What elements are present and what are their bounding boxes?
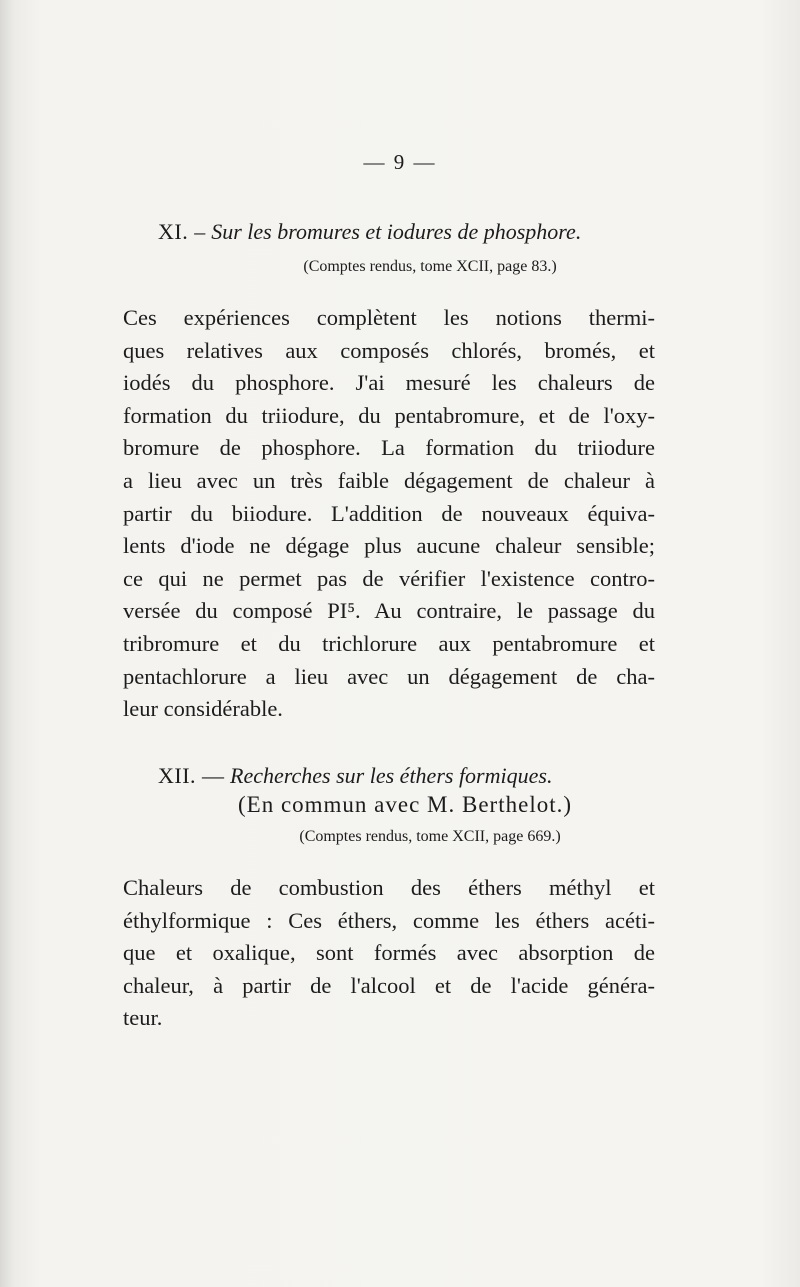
- section-xi-title: Sur les bromures et iodures de phosphore.: [211, 219, 582, 244]
- section-xii-heading: [158, 762, 552, 790]
- section-xii-line: chaleur, à partir de l'alcool et de l'acide généra-: [123, 972, 655, 998]
- section-xi-line: partir du biiodure. L'addition de nouveaux équiva-: [123, 500, 655, 526]
- section-xii-number: XII. —: [158, 763, 225, 788]
- section-xi-line: pentachlorure a lieu avec un dégagement de cha-: [123, 663, 655, 689]
- section-xi-line: tribromure et du trichlorure aux pentabromure et: [123, 630, 655, 656]
- section-xii-line: éthylformique : Ces éthers, comme les éthers acéti-: [123, 907, 655, 933]
- section-xi-line: iodés du phosphore. J'ai mesuré les chaleurs de: [123, 370, 655, 396]
- section-xi-heading: [158, 218, 581, 246]
- section-xii-reference: (Comptes rendus, tome XCII, page 669.): [299, 828, 561, 845]
- section-xii-line: teur.: [123, 1005, 163, 1031]
- section-xi-reference: (Comptes rendus, tome XCII, page 83.): [303, 258, 557, 275]
- section-xi-number: XI. –: [158, 219, 206, 244]
- section-xii-paragraph: [123, 872, 655, 1035]
- section-xii-line: que et oxalique, sont formés avec absorption de: [123, 940, 655, 966]
- section-xi-line: formation du triiodure, du pentabromure, et de l'oxy-: [123, 402, 655, 428]
- section-xii-title: Recherches sur les éthers formiques.: [230, 763, 553, 788]
- section-xi-line: leur considérable.: [123, 696, 283, 722]
- section-xi-paragraph: [123, 302, 655, 726]
- section-xi-line: lents d'iode ne dégage plus aucune chaleur sensible;: [123, 533, 655, 559]
- section-xii-coauthor: (En commun avec M. Berthelot.): [237, 792, 573, 817]
- section-xi-line: ques relatives aux composés chlorés, bromés, et: [123, 337, 655, 363]
- section-xii-line: Chaleurs de combustion des éthers méthyl et: [123, 875, 655, 900]
- section-xi-line: ce qui ne permet pas de vérifier l'existence contro-: [123, 565, 655, 591]
- section-xi-line: versée du composé PI⁵. Au contraire, le passage du: [123, 598, 655, 624]
- section-xi-line: bromure de phosphore. La formation du triiodure: [123, 435, 655, 461]
- section-xi-line: Ces expériences complètent les notions thermi-: [123, 305, 655, 330]
- section-xi-line: a lieu avec un très faible dégagement de chaleur à: [123, 467, 655, 493]
- page-number: — 9 —: [363, 150, 437, 174]
